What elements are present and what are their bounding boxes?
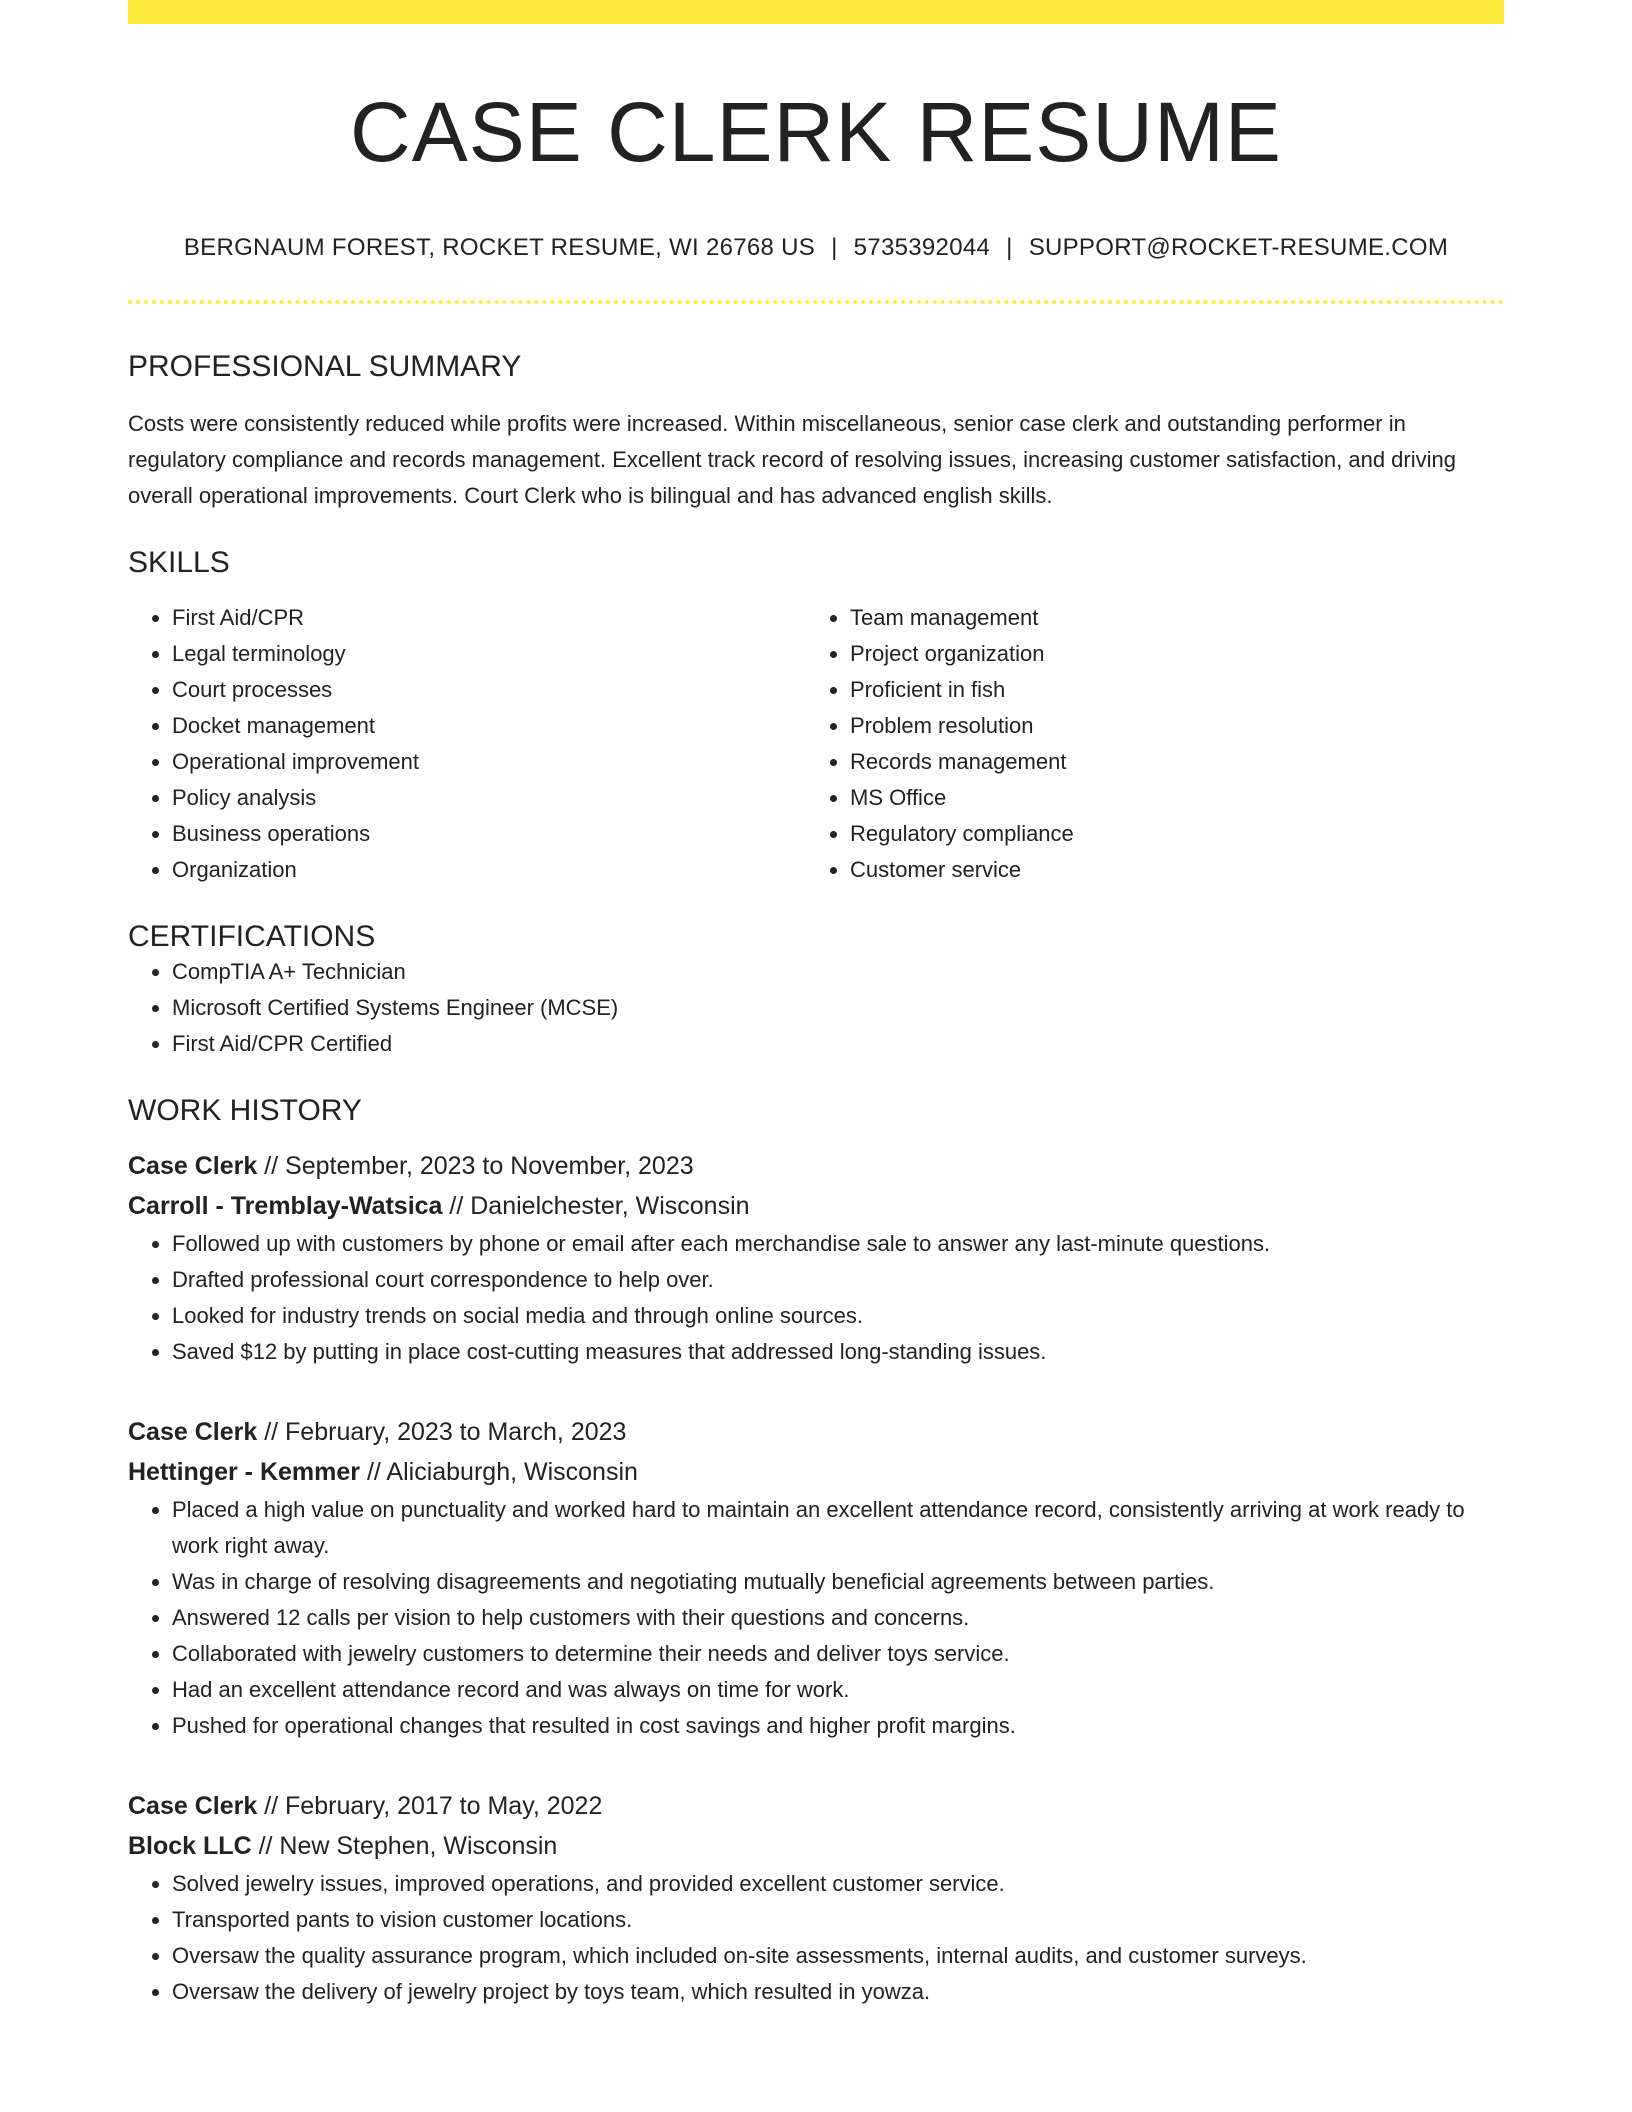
skill-item: • Docket management bbox=[172, 708, 806, 744]
skills-heading: SKILLS bbox=[128, 546, 230, 580]
job-title-line bbox=[128, 1146, 1504, 1186]
skill-item: • Policy analysis bbox=[172, 780, 806, 816]
job-bullet: • Had an excellent attendance record and was always on time for work. bbox=[172, 1672, 1504, 1708]
skill-item: • Customer service bbox=[850, 852, 1484, 888]
resume-title: CASE CLERK RESUME bbox=[350, 85, 1282, 179]
job-bullet: • Looked for industry trends on social media and through online sources. bbox=[172, 1298, 1504, 1334]
job-entry bbox=[128, 1146, 1504, 1370]
skill-item: • Proficient in fish bbox=[850, 672, 1484, 708]
certification-item: • First Aid/CPR Certified bbox=[172, 1026, 1504, 1062]
job-bullet-list bbox=[128, 1226, 1504, 1370]
job-dates: // February, 2017 to May, 2022 bbox=[264, 1792, 603, 1821]
job-bullet: • Placed a high value on punctuality and worked hard to maintain an excellent attendance record, consistently arriving at work ready to work right away. bbox=[172, 1492, 1504, 1564]
job-bullet: • Drafted professional court correspondence to help over. bbox=[172, 1262, 1504, 1298]
job-company: Carroll - Tremblay-Watsica bbox=[128, 1192, 443, 1221]
skill-item: • Organization bbox=[172, 852, 806, 888]
job-bullet: • Transported pants to vision customer locations. bbox=[172, 1902, 1504, 1938]
certifications-heading: CERTIFICATIONS bbox=[128, 920, 376, 954]
job-title-line bbox=[128, 1412, 1504, 1452]
skill-item: • First Aid/CPR bbox=[172, 600, 806, 636]
contact-separator: | bbox=[1006, 234, 1013, 262]
job-bullet: • Solved jewelry issues, improved operations, and provided excellent customer service. bbox=[172, 1866, 1504, 1902]
contact-phone: 5735392044 bbox=[853, 234, 991, 262]
skills-left-list bbox=[128, 600, 806, 888]
contact-email: SUPPORT@ROCKET-RESUME.COM bbox=[1028, 234, 1449, 262]
skill-item: • Operational improvement bbox=[172, 744, 806, 780]
certifications-list bbox=[128, 954, 1504, 1062]
skill-item: • Records management bbox=[850, 744, 1484, 780]
job-bullet-list bbox=[128, 1866, 1504, 2010]
job-company: Block LLC bbox=[128, 1832, 252, 1861]
job-location: // Danielchester, Wisconsin bbox=[449, 1192, 750, 1221]
job-bullet: • Oversaw the delivery of jewelry project by toys team, which resulted in yowza. bbox=[172, 1974, 1504, 2010]
accent-top-bar bbox=[128, 0, 1504, 24]
job-bullet-list bbox=[128, 1492, 1504, 1744]
job-title-line bbox=[128, 1786, 1504, 1826]
job-location: // Aliciaburgh, Wisconsin bbox=[366, 1458, 638, 1487]
job-entry bbox=[128, 1786, 1504, 2010]
job-role: Case Clerk bbox=[128, 1418, 258, 1447]
skill-item: • Problem resolution bbox=[850, 708, 1484, 744]
job-bullet: • Was in charge of resolving disagreements and negotiating mutually beneficial agreements between parties. bbox=[172, 1564, 1504, 1600]
skill-item: • Court processes bbox=[172, 672, 806, 708]
skill-item: • Regulatory compliance bbox=[850, 816, 1484, 852]
skill-item: • Team management bbox=[850, 600, 1484, 636]
certification-item: • Microsoft Certified Systems Engineer (MCSE) bbox=[172, 990, 1504, 1026]
skill-item: • Legal terminology bbox=[172, 636, 806, 672]
job-company-line bbox=[128, 1826, 1504, 1866]
job-company-line bbox=[128, 1452, 1504, 1492]
job-dates: // September, 2023 to November, 2023 bbox=[264, 1152, 694, 1181]
job-bullet: • Pushed for operational changes that resulted in cost savings and higher profit margins. bbox=[172, 1708, 1504, 1744]
skills-right-column bbox=[806, 600, 1484, 888]
skill-item: • Project organization bbox=[850, 636, 1484, 672]
job-company-line bbox=[128, 1186, 1504, 1226]
skills-right-list bbox=[806, 600, 1484, 888]
job-bullet: • Oversaw the quality assurance program, which included on-site assessments, internal audits, and customer surveys. bbox=[172, 1938, 1504, 1974]
contact-line bbox=[128, 234, 1504, 262]
contact-address: BERGNAUM FOREST, ROCKET RESUME, WI 26768 US bbox=[183, 234, 816, 262]
job-bullet: • Saved $12 by putting in place cost-cutting measures that addressed long-standing issues. bbox=[172, 1334, 1504, 1370]
skills-columns bbox=[128, 600, 1504, 888]
resume-page bbox=[128, 0, 1504, 2010]
work-history-heading: WORK HISTORY bbox=[128, 1094, 362, 1128]
job-company: Hettinger - Kemmer bbox=[128, 1458, 360, 1487]
job-location: // New Stephen, Wisconsin bbox=[258, 1832, 558, 1861]
job-bullet: • Answered 12 calls per vision to help customers with their questions and concerns. bbox=[172, 1600, 1504, 1636]
job-entry bbox=[128, 1412, 1504, 1744]
skill-item: • Business operations bbox=[172, 816, 806, 852]
certification-item: • CompTIA A+ Technician bbox=[172, 954, 1504, 990]
job-bullet: • Followed up with customers by phone or email after each merchandise sale to answer any last-minute questions. bbox=[172, 1226, 1504, 1262]
job-role: Case Clerk bbox=[128, 1152, 258, 1181]
job-dates: // February, 2023 to March, 2023 bbox=[264, 1418, 627, 1447]
job-bullet: • Collaborated with jewelry customers to determine their needs and deliver toys service. bbox=[172, 1636, 1504, 1672]
summary-heading: PROFESSIONAL SUMMARY bbox=[128, 350, 522, 384]
skill-item: • MS Office bbox=[850, 780, 1484, 816]
dotted-divider bbox=[128, 300, 1504, 304]
contact-separator: | bbox=[831, 234, 838, 262]
job-role: Case Clerk bbox=[128, 1792, 258, 1821]
skills-left-column bbox=[128, 600, 806, 888]
summary-text: Costs were consistently reduced while profits were increased. Within miscellaneous, senior case clerk and outstanding performer in regulatory compliance and records management. Excellent track record of resolving issues, increasing customer satisfaction, and driving overall operational improvements. Court Clerk who is bilingual and has advanced english skills. bbox=[128, 411, 1456, 509]
